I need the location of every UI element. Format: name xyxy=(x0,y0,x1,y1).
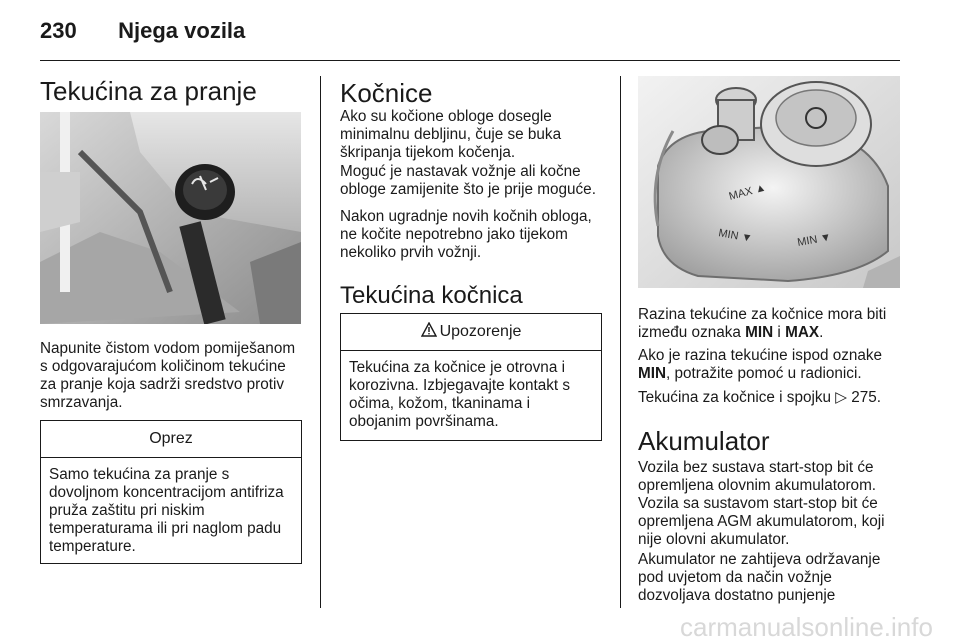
column-divider-right xyxy=(620,76,621,608)
brakes-heading: Kočnice xyxy=(340,78,433,108)
brake-fluid-reservoir-photo xyxy=(638,76,900,288)
caution-box xyxy=(40,420,302,564)
battery-paragraph-1: Vozila bez sustava start-stop bit će opremljena olovnim akumulatorom. Vozila sa sustavom start-stop bit će opremljena AGM akumulatorom, koji nije olovni akumulator. xyxy=(638,459,885,548)
caution-text: Samo tekućina za pranje s dovoljnom koncentracijom antifriza pruža zaštitu pri niskim temperaturama ili pri naglom padu temperature. xyxy=(49,466,284,555)
caution-title: Oprez xyxy=(41,421,301,458)
page-number: 230 xyxy=(40,18,77,43)
watermark: carmanualsonline.info xyxy=(680,612,933,642)
washer-fluid-paragraph: Napunite čistom vodom pomiješanom s odgovarajućom količinom tekućine za pranje koja sadrži sredstvo protiv smrzavanja. xyxy=(40,340,296,411)
min-mark-label-1: MIN ▼ xyxy=(717,227,754,245)
brake-fluid-heading: Tekućina kočnica xyxy=(340,282,523,309)
warning-box xyxy=(340,313,602,441)
min-mark-label-2: MIN ▼ xyxy=(796,231,833,249)
battery-paragraph-2: Akumulator ne zahtijeva održavanje pod uvjetom da način vožnje dozvoljava dostatno punjenje xyxy=(638,551,881,604)
brake-fluid-level-paragraph: Razina tekućine za kočnice mora biti između oznaka MIN i MAX. xyxy=(638,306,887,341)
page-reference-arrow-icon: ▷ xyxy=(835,388,848,406)
max-mark-label: MAX ▲ xyxy=(727,181,768,203)
min-label: MIN xyxy=(745,324,774,341)
min-label-2: MIN xyxy=(638,365,667,382)
battery-heading: Akumulator xyxy=(638,426,770,456)
section-title: Njega vozila xyxy=(118,18,246,43)
brakes-paragraph-2: Moguć je nastavak vožnje ali kočne obloge zamijenite što je prije moguće. xyxy=(340,163,596,198)
brake-fluid-reference: Tekućina za kočnice i spojku ▷ 275. xyxy=(638,388,882,406)
header-rule xyxy=(40,60,900,61)
warning-triangle-icon xyxy=(421,322,437,342)
brake-fluid-low-paragraph: Ako je razina tekućine ispod oznake MIN, potražite pomoć u radionici. xyxy=(638,347,883,382)
max-label: MAX xyxy=(785,324,820,341)
washer-fluid-heading: Tekućina za pranje xyxy=(40,76,257,106)
column-divider-left xyxy=(320,76,321,608)
warning-text: Tekućina za kočnice je otrovna i korozivna. Izbjegavajte kontakt s očima, kožom, tkaninama i obojanim površinama. xyxy=(349,359,571,430)
brakes-paragraph-1: Ako su kočione obloge dosegle minimalnu debljinu, čuje se buka škripanja tijekom kočenja. xyxy=(340,108,562,161)
brakes-paragraph-3: Nakon ugradnje novih kočnih obloga, ne kočite nepotrebno jako tijekom nekoliko prvih vožnji. xyxy=(340,208,592,261)
warning-header xyxy=(341,314,601,351)
page-header xyxy=(40,18,245,44)
washer-reservoir-photo xyxy=(40,112,301,324)
warning-title: Upozorenje xyxy=(439,323,522,340)
